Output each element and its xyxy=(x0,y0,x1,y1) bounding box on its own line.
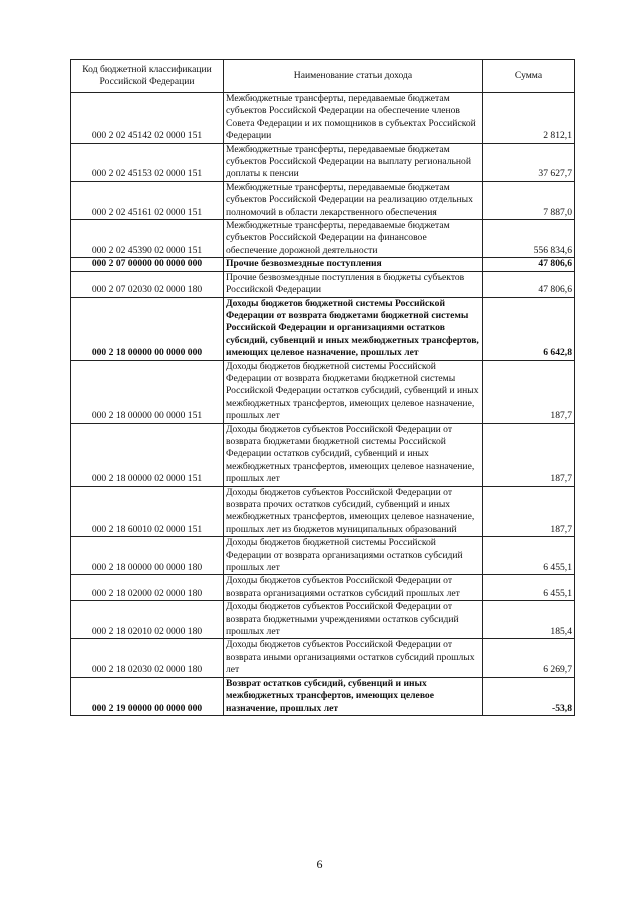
row-code: 000 2 02 45161 02 0000 151 xyxy=(71,181,224,219)
row-name: Доходы бюджетов субъектов Российской Федерации от возврата организациями остатков субсидий прошлых лет xyxy=(224,575,483,601)
row-name: Доходы бюджетов бюджетной системы Российской Федерации от возврата организациями остатков субсидий прошлых лет xyxy=(224,537,483,575)
row-code: 000 2 18 00000 02 0000 151 xyxy=(71,423,224,486)
row-sum: 47 806,6 xyxy=(483,258,575,271)
row-sum: 2 812,1 xyxy=(483,93,575,144)
table-row xyxy=(71,143,575,181)
table-row xyxy=(71,181,575,219)
row-sum: 37 627,7 xyxy=(483,143,575,181)
revenue-table xyxy=(70,59,575,716)
row-code: 000 2 07 00000 00 0000 000 xyxy=(71,258,224,271)
table-row xyxy=(71,93,575,144)
table-row xyxy=(71,220,575,258)
table-row xyxy=(71,486,575,537)
row-name: Доходы бюджетов субъектов Российской Федерации от возврата иными организациями остатков субсидий прошлых лет xyxy=(224,639,483,677)
row-code: 000 2 02 45153 02 0000 151 xyxy=(71,143,224,181)
row-name: Межбюджетные трансферты, передаваемые бюджетам субъектов Российской Федерации на обеспечение членов Совета Федерации и их помощников в субъектах Российской Федерации xyxy=(224,93,483,144)
header-sum: Сумма xyxy=(483,60,575,93)
row-code: 000 2 02 45390 02 0000 151 xyxy=(71,220,224,258)
table-row xyxy=(71,360,575,423)
table-header-row xyxy=(71,60,575,93)
table-row xyxy=(71,423,575,486)
table-row xyxy=(71,639,575,677)
row-name: Возврат остатков субсидий, субвенций и иных межбюджетных трансфертов, имеющих целевое назначение, прошлых лет xyxy=(224,677,483,715)
row-sum: 187,7 xyxy=(483,423,575,486)
table-row xyxy=(71,537,575,575)
row-sum: -53,8 xyxy=(483,677,575,715)
table-row xyxy=(71,271,575,297)
row-sum: 6 269,7 xyxy=(483,639,575,677)
header-name: Наименование статьи дохода xyxy=(224,60,483,93)
row-sum: 187,7 xyxy=(483,486,575,537)
table-row xyxy=(71,575,575,601)
row-sum: 185,4 xyxy=(483,601,575,639)
table-row xyxy=(71,258,575,271)
row-name: Доходы бюджетов субъектов Российской Федерации от возврата бюджетами бюджетной системы Российской Федерации остатков субсидий, субвенций и иных межбюджетных трансфертов, имеющих целевое назначение, прошлых лет xyxy=(224,423,483,486)
row-code: 000 2 18 00000 00 0000 000 xyxy=(71,297,224,360)
row-name: Прочие безвозмездные поступления в бюджеты субъектов Российской Федерации xyxy=(224,271,483,297)
row-name: Доходы бюджетов субъектов Российской Федерации от возврата бюджетными учреждениями остатков субсидий прошлых лет xyxy=(224,601,483,639)
row-name: Межбюджетные трансферты, передаваемые бюджетам субъектов Российской Федерации на реализацию отдельных полномочий в области лекарственного обеспечения xyxy=(224,181,483,219)
row-code: 000 2 02 45142 02 0000 151 xyxy=(71,93,224,144)
row-code: 000 2 18 02000 02 0000 180 xyxy=(71,575,224,601)
row-sum: 7 887,0 xyxy=(483,181,575,219)
row-name: Межбюджетные трансферты, передаваемые бюджетам субъектов Российской Федерации на финансовое обеспечение дорожной деятельности xyxy=(224,220,483,258)
row-code: 000 2 07 02030 02 0000 180 xyxy=(71,271,224,297)
table-row xyxy=(71,677,575,715)
row-code: 000 2 18 02030 02 0000 180 xyxy=(71,639,224,677)
row-sum: 187,7 xyxy=(483,360,575,423)
row-code: 000 2 18 00000 00 0000 151 xyxy=(71,360,224,423)
row-code: 000 2 18 02010 02 0000 180 xyxy=(71,601,224,639)
row-name: Прочие безвозмездные поступления xyxy=(224,258,483,271)
row-sum: 6 455,1 xyxy=(483,575,575,601)
table-row xyxy=(71,601,575,639)
row-name: Доходы бюджетов бюджетной системы Российской Федерации от возврата бюджетами бюджетной системы Российской Федерации и организациями остатков субсидий, субвенций и иных межбюджетных трансфертов, имеющих целевое назначение, прошлых лет xyxy=(224,297,483,360)
row-sum: 6 642,8 xyxy=(483,297,575,360)
row-sum: 556 834,6 xyxy=(483,220,575,258)
row-name: Межбюджетные трансферты, передаваемые бюджетам субъектов Российской Федерации на выплату региональной доплаты к пенсии xyxy=(224,143,483,181)
page-number: 6 xyxy=(316,857,323,871)
row-code: 000 2 18 60010 02 0000 151 xyxy=(71,486,224,537)
header-code: Код бюджетной классификации Российской Федерации xyxy=(71,60,224,93)
table-row xyxy=(71,297,575,360)
row-name: Доходы бюджетов бюджетной системы Российской Федерации от возврата бюджетами бюджетной системы Российской Федерации остатков субсидий, субвенций и иных межбюджетных трансфертов, имеющих целевое назначение, прошлых лет xyxy=(224,360,483,423)
row-sum: 6 455,1 xyxy=(483,537,575,575)
row-sum: 47 806,6 xyxy=(483,271,575,297)
row-code: 000 2 18 00000 00 0000 180 xyxy=(71,537,224,575)
row-name: Доходы бюджетов субъектов Российской Федерации от возврата прочих остатков субсидий, субвенций и иных межбюджетных трансфертов, имеющих целевое назначение, прошлых лет из бюджетов муниципальных образований xyxy=(224,486,483,537)
row-code: 000 2 19 00000 00 0000 000 xyxy=(71,677,224,715)
